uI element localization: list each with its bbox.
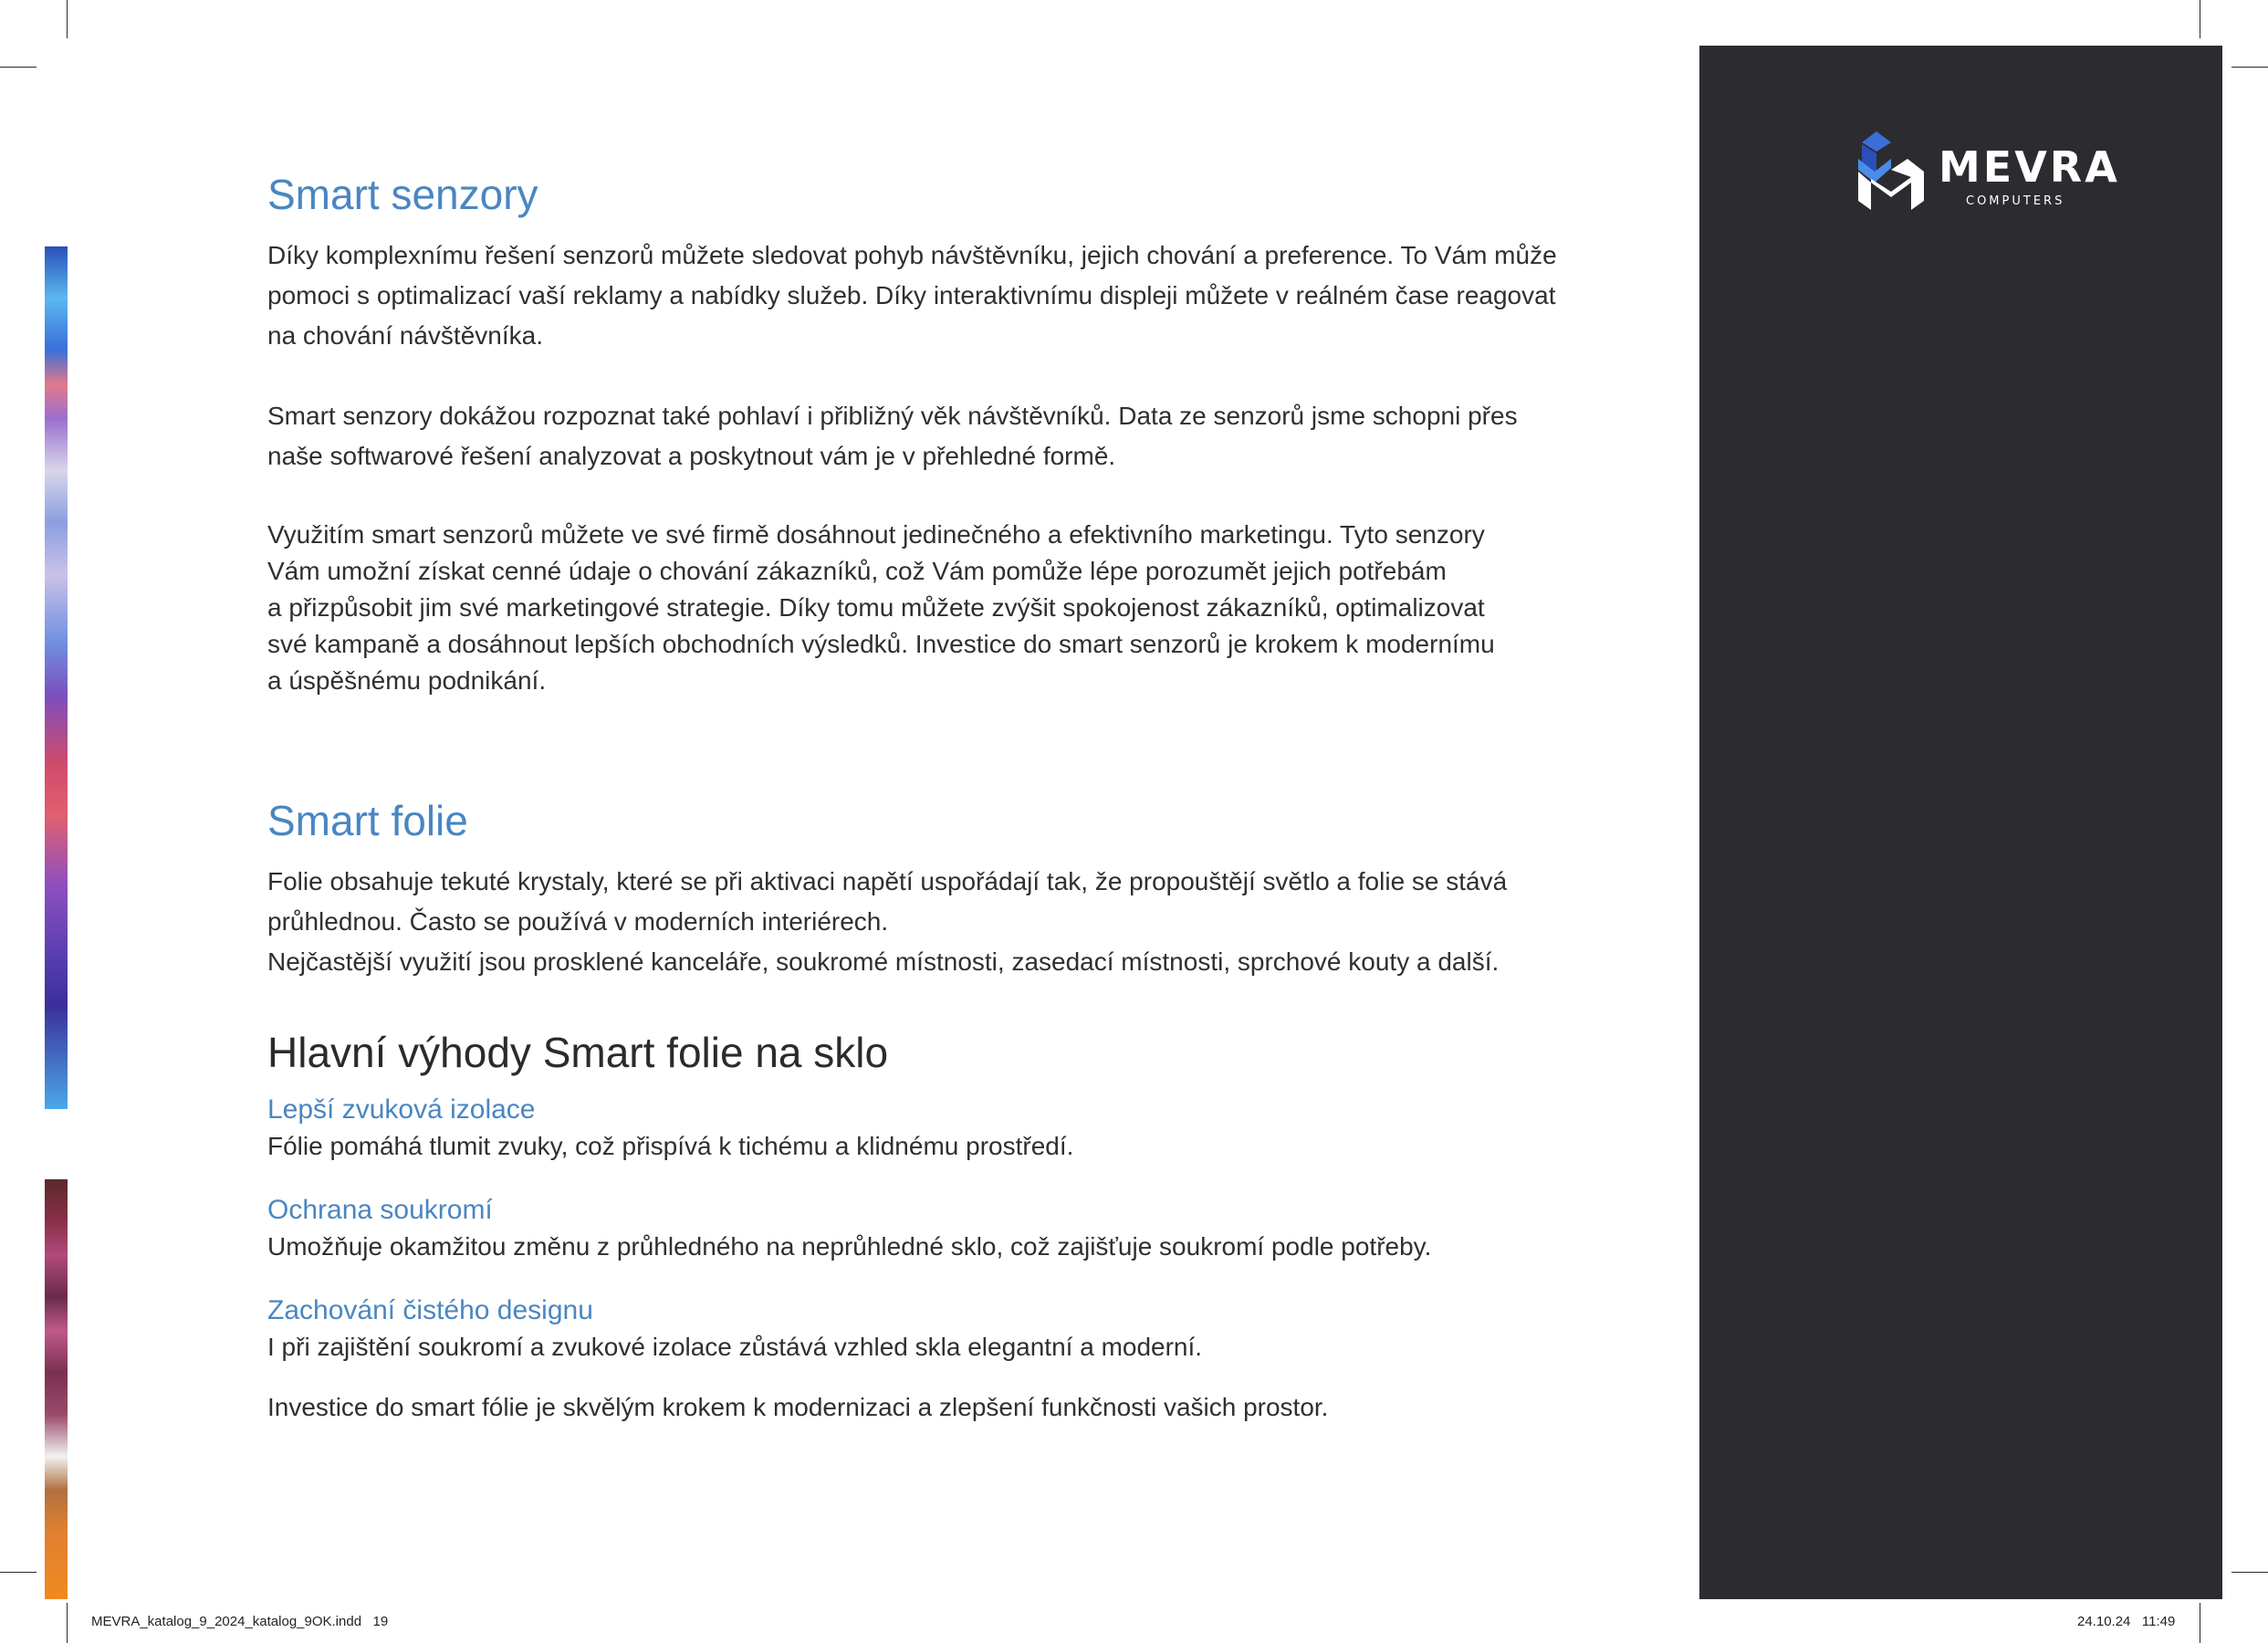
text-line: Nejčastější využití jsou prosklené kanceláře, soukromé místnosti, zasedací místnosti, sprchové kouty a další. [267, 947, 1500, 976]
text-line: na chování návštěvníka. [267, 321, 543, 350]
paragraph [267, 862, 1563, 982]
footer-date: 24.10.24 11:49 [2077, 1614, 2176, 1629]
footer-file-info: MEVRA_katalog_9_2024_katalog_9OK.indd 19 [91, 1614, 389, 1629]
logo-mark-icon [1858, 131, 1924, 210]
section-heading-smart-senzory: Smart senzory [267, 171, 538, 218]
paragraph [267, 517, 1563, 699]
paragraph [267, 235, 1563, 356]
benefit-item [267, 1192, 1563, 1265]
section-heading-smart-folie: Smart folie [267, 797, 468, 844]
benefit-title: Lepší zvuková izolace [267, 1094, 536, 1125]
benefit-text: I při zajištění soukromí a zvukové izolace zůstává vzhled skla elegantní a moderní. [267, 1333, 1203, 1361]
crop-mark [2231, 1572, 2268, 1573]
decorative-image-strip [45, 246, 68, 1109]
text-line: a přizpůsobit jim své marketingové strategie. Díky tomu můžete zvýšit spokojenost zákazníků, optimalizovat [267, 593, 1485, 622]
text-line: a úspěšnému podnikání. [267, 666, 547, 695]
side-panel [1699, 46, 2222, 1599]
benefit-title: Ochrana soukromí [267, 1195, 493, 1225]
closing-paragraph: Investice do smart fólie je skvělým krokem k modernizaci a zlepšení funkčnosti vašich prostor. [267, 1393, 1329, 1421]
logo-subtitle: COMPUTERS [1966, 194, 2065, 208]
main-content [267, 168, 1563, 1426]
text-line: naše softwarové řešení analyzovat a poskytnout vám je v přehledné formě. [267, 442, 1116, 470]
crop-mark [67, 0, 68, 38]
paragraph [267, 396, 1563, 476]
benefit-text: Umožňuje okamžitou změnu z průhledného na neprůhledné sklo, což zajišťuje soukromí podle potřeby. [267, 1232, 1432, 1261]
crop-mark [2231, 67, 2268, 68]
text-line: Folie obsahuje tekuté krystaly, které se při aktivaci napětí uspořádají tak, že propouštějí světlo a folie se stává [267, 867, 1508, 895]
crop-mark [0, 1572, 37, 1573]
text-line: pomoci s optimalizací vaší reklamy a nabídky služeb. Díky interaktivnímu displeji můžete v reálném čase reagovat [267, 281, 1556, 309]
crop-mark [67, 1603, 68, 1643]
decorative-image-strip-bottom [45, 1179, 68, 1599]
benefit-title: Zachování čistého designu [267, 1295, 593, 1325]
text-line: průhlednou. Často se používá v moderních interiérech. [267, 907, 889, 936]
text-line: Díky komplexnímu řešení senzorů můžete sledovat pohyb návštěvníku, jejich chování a preference. To Vám může [267, 241, 1557, 269]
benefit-text: Fólie pomáhá tlumit zvuky, což přispívá k tichému a klidnému prostředí. [267, 1132, 1074, 1160]
text-line: Smart senzory dokážou rozpoznat také pohlaví i přibližný věk návštěvníků. Data ze senzorů jsme schopni přes [267, 402, 1518, 430]
text-line: Vám umožní získat cenné údaje o chování zákazníků, což Vám pomůže lépe porozumět jejich potřebám [267, 557, 1447, 585]
benefit-item [267, 1292, 1563, 1366]
logo-wordmark: MEVRA [1939, 142, 2120, 192]
section-heading-benefits: Hlavní výhody Smart folie na sklo [267, 1029, 889, 1076]
benefit-item [267, 1092, 1563, 1165]
mevra-logo [1858, 131, 2120, 214]
text-line: Využitím smart senzorů můžete ve své firmě dosáhnout jedinečného a efektivního marketingu. Tyto senzory [267, 520, 1485, 549]
text-line: své kampaně a dosáhnout lepších obchodních výsledků. Investice do smart senzorů je krokem k modernímu [267, 630, 1495, 658]
crop-mark [0, 67, 37, 68]
